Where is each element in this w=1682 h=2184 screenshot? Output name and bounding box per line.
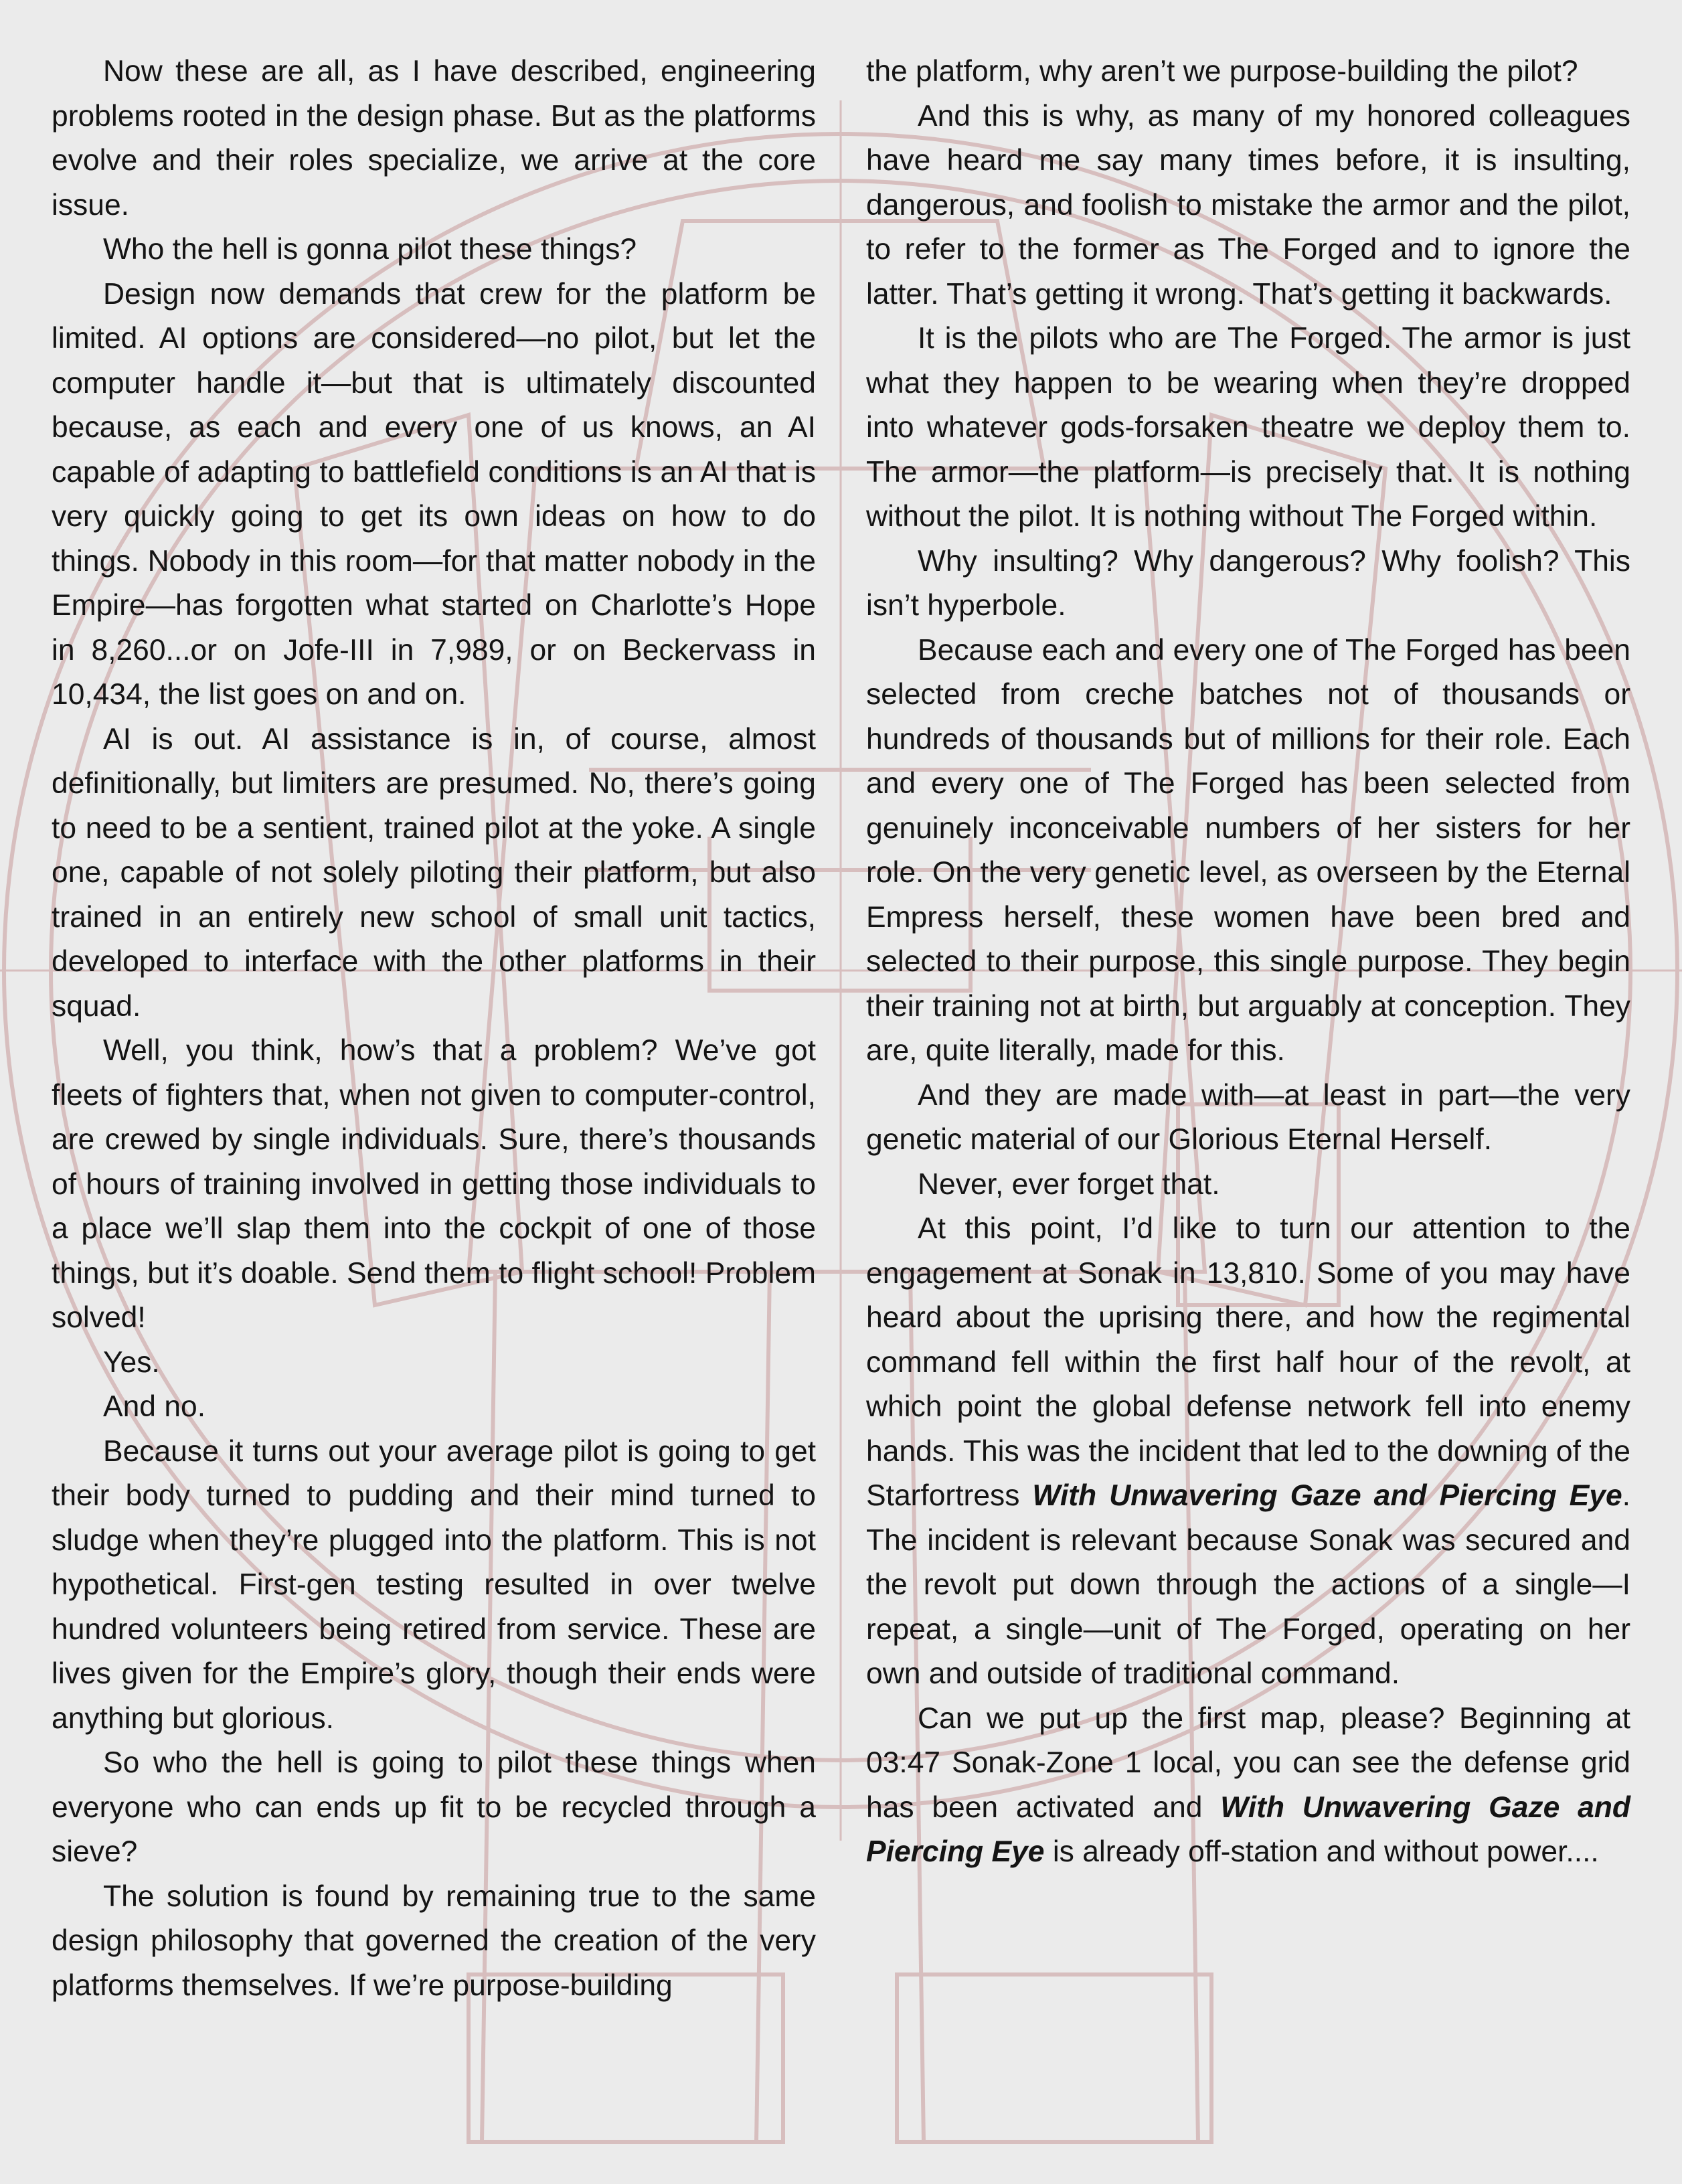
paragraph: Why insulting? Why dangerous? Why foolish? This isn’t hyperbole. [866, 544, 1630, 622]
paragraph: Because each and every one of The Forged has been selected from creche batches not of thousands or hundreds of thousands but of millions for their role. Each and every one of The Forged has been selected from genuinely inconceivable numbers of her sisters for her role. On the very genetic level, as overseen by the Eternal Empress herself, these women have been bred and selected to their purpose, this single purpose. They begin their training not at birth, but arguably at conception. They are, quite literally, made for this. [866, 633, 1630, 1067]
paragraph: And they are made with—at least in part—the very genetic material of our Glorious Eternal Herself. [866, 1078, 1630, 1156]
paragraph-continuation: the platform, why aren’t we purpose-building the pilot? [866, 55, 1578, 88]
left-text-column [52, 50, 816, 2008]
map-text-after: is already off-station and without power.... [1044, 1835, 1599, 1868]
starfortress-name: With Unwavering Gaze and Piercing Eye [866, 1790, 1630, 1868]
starfortress-name: With Unwavering Gaze and Piercing Eye [1032, 1479, 1622, 1512]
paragraph: Design now demands that crew for the platform be limited. AI options are considered—no pilot, but let the computer handle it—but that is ultimately discounted because, as each and every one of us knows, an AI capable of adapting to battlefield conditions is an AI that is very quickly going to get its own ideas on how to do things. Nobody in this room—for that matter nobody in the Empire—has forgotten what started on Charlotte’s Hope in 8,260...or on Jofe-III in 7,989, or on Beckervass in 10,434, the list goes on and on. [52, 277, 816, 711]
paragraph: Well, you think, how’s that a problem? We’ve got fleets of fighters that, when not given to computer-control, are crewed by single individuals. Sure, there’s thousands of hours of training involved in getting those individuals to a place we’ll slap them into the cockpit of one of those things, but it’s doable. Send them to flight school! Problem solved! [52, 1034, 816, 1334]
sonak-text-before: At this point, I’d like to turn our attention to the engagement at Sonak in 13,810. Some of you may have heard about the uprising there, and how the regimental command fell within the first half hour of the revolt, at which point the global defense network fell into enemy hands. This was the incident that led to the downing of the Starfortress [866, 1212, 1630, 1512]
paragraph: The solution is found by remaining true to the same design philosophy that governed the creation of the very platforms themselves. If we’re purpose-building [52, 1879, 816, 2002]
paragraph: And this is why, as many of my honored colleagues have heard me say many times before, it is insulting, dangerous, and foolish to mistake the armor and the pilot, to refer to the former as The Forged and to ignore the latter. That’s getting it wrong. That’s getting it backwards. [866, 99, 1630, 311]
paragraph: It is the pilots who are The Forged. The armor is just what they happen to be wearing when they’re dropped into whatever gods-forsaken theatre we deploy them to. The armor—the platform—is precisely that. It is nothing without the pilot. It is nothing without The Forged within. [866, 322, 1630, 533]
sonak-text-after: . The incident is relevant because Sonak was secured and the revolt put down through the actions of a single—I repeat, a single—unit of The Forged, operating on her own and outside of traditional command. [866, 1479, 1630, 1690]
paragraph: Who the hell is gonna pilot these things? [103, 233, 637, 266]
paragraph: Now these are all, as I have described, engineering problems rooted in the design phase. But as the platforms evolve and their roles specialize, we arrive at the core issue. [52, 55, 816, 222]
paragraph: And no. [103, 1390, 206, 1423]
paragraph: Because it turns out your average pilot is going to get their body turned to pudding and their mind turned to sludge when they’re plugged into the platform. This is not hypothetical. First-gen testing resulted in over twelve hundred volunteers being retired from service. These are lives given for the Empire’s glory, though their ends were anything but glorious. [52, 1434, 816, 1735]
map-paragraph [866, 1697, 1630, 1875]
paragraph: Yes. [103, 1345, 160, 1379]
paragraph: AI is out. AI assistance is in, of course, almost definitionally, but limiters are presumed. No, there’s going to need to be a sentient, trained pilot at the yoke. A single one, capable of not solely piloting their platform, but also trained in an entirely new school of small unit tactics, developed to interface with the other platforms in their squad. [52, 722, 816, 1023]
right-text-column [866, 50, 1630, 1875]
sonak-paragraph [866, 1207, 1630, 1697]
paragraph: Never, ever forget that. [918, 1167, 1220, 1201]
map-text-before: Can we put up the first map, please? Beginning at 03:47 Sonak-Zone 1 local, you can see the defense grid has been activated and [866, 1701, 1630, 1824]
paragraph: So who the hell is going to pilot these things when everyone who can ends up fit to be recycled through a sieve? [52, 1746, 816, 1868]
